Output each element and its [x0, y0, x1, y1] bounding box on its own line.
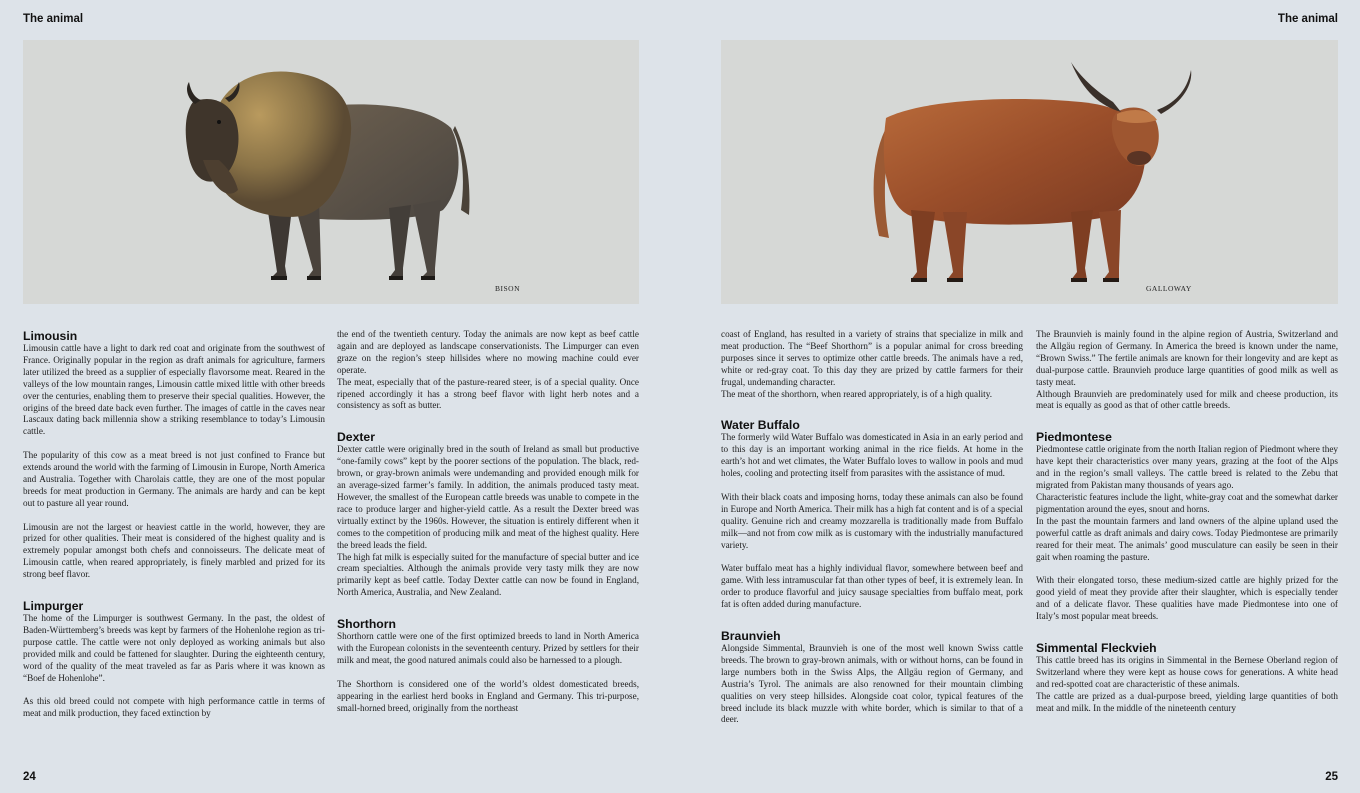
paragraph: Dexter cattle were originally bred in the south of Ireland as small but productive “one-family cows” kept by the poorer sections of the population. The black, red-brown, or gray-brown animals were undemanding and provided enough milk for an average-sized farmer’s family. In addition, the animals produced tasty meat. However, the smallest of the European cattle breeds was unable to compete in the race to produce larger and higher-yield cattle. As a result the Dexter breed was virtually extinct by the 1960s. However, the situation is entirely different when it comes to the competition of producing milk and meat of the highest quality. Here the breed leads the field.	[337, 444, 639, 550]
paragraph: As this old breed could not compete with high performance cattle in terms of meat and milk production, they faced extinction by	[23, 696, 325, 719]
paragraph: The high fat milk is especially suited for the manufacture of special butter and ice cream specialties. Although the animals provide very tasty milk they are now primarily kept as beef cattle. Today Dexter cattle can now be found in England, North America, Australia, and New Zealand.	[337, 551, 639, 598]
paragraph: The formerly wild Water Buffalo was domesticated in Asia in an early period and to this day is an important working animal in the rice fields. At home in the earth’s hot and wet climates, the Water Buffalo loves to wallow in pools and mud holes, cooling and protecting itself from parasites with the assistance of mud.	[721, 432, 1023, 479]
running-head-right: The animal	[1277, 13, 1338, 25]
paragraph: Shorthorn cattle were one of the first optimized breeds to land in North America with the European colonists in the seventeenth century. Prized by settlers for their milk and meat, the good natured animals could also be harnessed to a plough.	[337, 631, 639, 665]
paragraph: In the past the mountain farmers and land owners of the alpine upland used the powerful cattle as draft animals and dairy cows. Today Piedmontese are primarily reared for their meat. The animals’ good musculature can easily be seen in their gait when roaming the pasture.	[1036, 515, 1338, 562]
paragraph: Limousin cattle have a light to dark red coat and originate from the southwest of France. Originally popular in the region as draft animals for agriculture, farmers later utilized the breed as a supplier of especially flavorsome meat. Reared in the valleys of the low mountain ranges, Limousin cattle mixed little with other breeds over the centuries, enabling them to preserve their special qualities. However, the origins of the breed date back even further. The images of cattle in the caves near Lascaux dating back millennia show a striking resemblance to today’s Limousin cattle.	[23, 343, 325, 437]
section-title-dexter: Dexter	[337, 430, 375, 445]
paragraph: With their black coats and imposing horns, today these animals can also be found in Europe and North America. Their milk has a high fat content and is of a special quality. Genuine rich and creamy mozzarella is traditionally made from Buffalo milk—and not from cow milk as is customary with the industrially manufactured variety.	[721, 491, 1023, 550]
paragraph: coast of England, has resulted in a variety of strains that specialize in milk and meat production. The “Beef Shorthorn” is a popular animal for cross breeding purposes since it serves to optimize other cattle breeds. The animals have a red, white or red-gray coat. To this day they are prized by cattle farmers for their frugal, undemanding character.	[721, 329, 1023, 387]
paragraph: Characteristic features include the light, white-gray coat and the somewhat darker pigmentation around the eyes, snout and horns.	[1036, 491, 1338, 514]
text-column-1	[23, 329, 325, 720]
section-title-braunvieh: Braunvieh	[721, 629, 781, 643]
section-title-water-buffalo: Water Buffalo	[721, 418, 800, 433]
paragraph: Alongside Simmental, Braunvieh is one of the most well known Swiss cattle breeds. The brown to gray-brown animals, with or without horns, can be found in large numbers both in the Swiss Alps, the Allgäu region of Germany, and Austria’s Tyrol. The animals are also renowned for their mountain climbing qualities on very steep hillsides. Alongside coat color, typical features of the breed include its black muzzle with white border, which is similar to that of a deer.	[721, 643, 1023, 725]
paragraph: Water buffalo meat has a highly individual flavor, somewhere between beef and game. With less intramuscular fat than other types of beef, it is extremely lean. In order to produce flavorful and juicy sausage specialties from buffalo meat, pork fat is often added during manufacture.	[721, 563, 1023, 610]
running-head-left: The animal	[23, 13, 84, 25]
paragraph: With their elongated torso, these medium-sized cattle are highly prized for the good yield of meat they provide after their slaughter, which is especially tender and of a delicate flavor. These qualities have made Piedmontese into one of Italy’s most popular meat breeds.	[1036, 575, 1338, 622]
paragraph: The Shorthorn is considered one of the world’s oldest domesticated breeds, appearing in the earliest herd books in England and Germany. This tri-purpose, small-horned breed, originally from the northeast	[337, 678, 639, 713]
section-title-piedmontese: Piedmontese	[1036, 430, 1112, 445]
text-column-2	[337, 329, 639, 714]
paragraph: The meat, especially that of the pasture-reared steer, is of a special quality. Once ripened accordingly it has a strong beef flavor with light herb notes and a consistency as soft as butter.	[337, 376, 639, 411]
paragraph: the end of the twentieth century. Today the animals are now kept as beef cattle again and are deployed as landscape conservationists. The Limpurger can even graze on the region’s steep hillsides where no mowing machine could ever operate.	[337, 329, 639, 375]
section-title-shorthorn: Shorthorn	[337, 617, 396, 632]
section-title-limousin: Limousin	[23, 329, 78, 343]
section-title-simmental-fleckvieh: Simmental Fleckvieh	[1036, 640, 1157, 655]
galloway-illustration-plate	[721, 40, 1338, 304]
section-title-limpurger: Limpurger	[23, 599, 84, 614]
paragraph: Limousin are not the largest or heaviest cattle in the world, however, they are prized for other qualities. Their meat is considered of the highest quality and is extremely popular amongst both chefs and connoisseurs. The delicate meat of Limousin cattle, when reared appropriately, is finely marbled and prized for its strong beef flavor.	[23, 521, 325, 580]
paragraph: The Braunvieh is mainly found in the alpine region of Austria, Switzerland and the Allgäu region of Germany. In America the breed is known under the name, “Brown Swiss.” The fertile animals are known for their longevity and are kept as dual-purpose cattle. Braunvieh produce large quantities of good milk as well as tasty meat.	[1036, 329, 1338, 387]
galloway-illustration	[721, 40, 1338, 304]
galloway-caption: GALLOWAY	[1146, 284, 1192, 293]
paragraph: The home of the Limpurger is southwest Germany. In the past, the oldest of Baden-Württemberg’s breeds was kept by farmers of the Hohenlohe region as tri-purpose cattle. The cattle were not only deployed as working animals but also provided milk and could be fattened for slaughter. During the eighteenth century, word of the quality of the meat traveled as far as Paris where it was known as “Boef de Hohenlohe”.	[23, 613, 325, 683]
bison-illustration-plate	[23, 40, 639, 304]
bison-caption: BISON	[495, 284, 521, 293]
bison-illustration	[23, 40, 639, 304]
paragraph: The meat of the shorthorn, when reared appropriately, is of a high quality.	[721, 388, 993, 399]
text-column-4	[1036, 329, 1338, 714]
paragraph: Although Braunvieh are predominately used for milk and cheese production, its meat is equally as good as that of other cattle breeds.	[1036, 388, 1338, 411]
paragraph: The cattle are prized as a dual-purpose breed, yielding large quantities of both meat and milk. In the middle of the nineteenth century	[1036, 690, 1338, 713]
paragraph: Piedmontese cattle originate from the north Italian region of Piedmont where they have kept their characteristics over many years, grazing at the foot of the Alps and in the region’s small valleys. The cattle breed is related to the Zebu that migrated from Pakistan many thousands of years ago.	[1036, 444, 1338, 491]
page-number-left: 24	[23, 771, 36, 783]
paragraph: The popularity of this cow as a meat breed is not just confined to France but extends around the world with the farming of Limousin in Europe, North America and Australia. Together with Charolais cattle, they are one of the most popular breeds for meat production in Germany. The animals are hardy and can be kept out to pasture all year round.	[23, 450, 325, 508]
page-number-right: 25	[1325, 771, 1338, 783]
paragraph: This cattle breed has its origins in Simmental in the Bernese Oberland region of Switzerland where they were kept as house cows for generations. A white head and red-spotted coat are characteristic of these animals.	[1036, 654, 1338, 689]
text-column-3	[721, 329, 1023, 726]
